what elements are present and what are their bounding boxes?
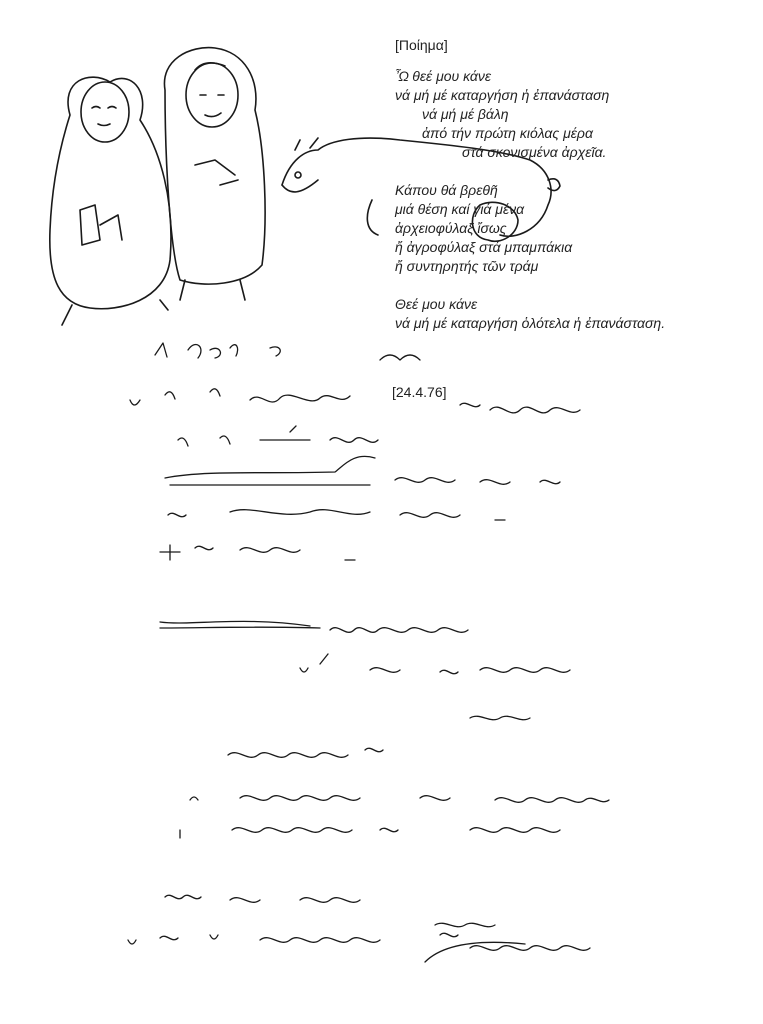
poem-line: νά μή μέ βάλη [422, 106, 509, 122]
handwriting-block [128, 343, 609, 962]
poem-heading: [Ποίημα] [395, 37, 448, 53]
typed-poem [395, 36, 755, 352]
sketch-figure-right [164, 48, 265, 300]
poem-line: ἀπό τήν πρώτη κιόλας μέρα [422, 125, 593, 141]
poem-line: στά σκονισμένα ἀρχεῖα. [462, 144, 607, 160]
poem-line: Θεέ μου κάνε [395, 296, 478, 312]
stanza-1 [395, 67, 755, 162]
stanza-2 [395, 181, 755, 276]
poem-line: νά μή μέ καταργήση ὁλότελα ἡ ἐπανάσταση. [395, 315, 666, 331]
poem-line: ἤ ἀγροφύλαξ στά μπαμπάκια [395, 239, 573, 255]
sketch-figure-left [50, 77, 171, 325]
poem-line: Κάπου θά βρεθῆ [395, 182, 498, 198]
stanza-3 [395, 295, 755, 333]
poem-line: ἀρχειοφύλαξ ἴσως [395, 220, 507, 236]
poem-line: νά μή μέ καταργήση ἡ ἐπανάσταση [395, 87, 610, 103]
poem-line: Ὦ θεέ μου κάνε [395, 68, 492, 84]
poem-line: μιά θέση καί γιά μένα [395, 201, 525, 217]
poem-date: [24.4.76] [392, 384, 447, 400]
poem-line: ἤ συντηρητής τῶν τράμ [395, 258, 539, 274]
